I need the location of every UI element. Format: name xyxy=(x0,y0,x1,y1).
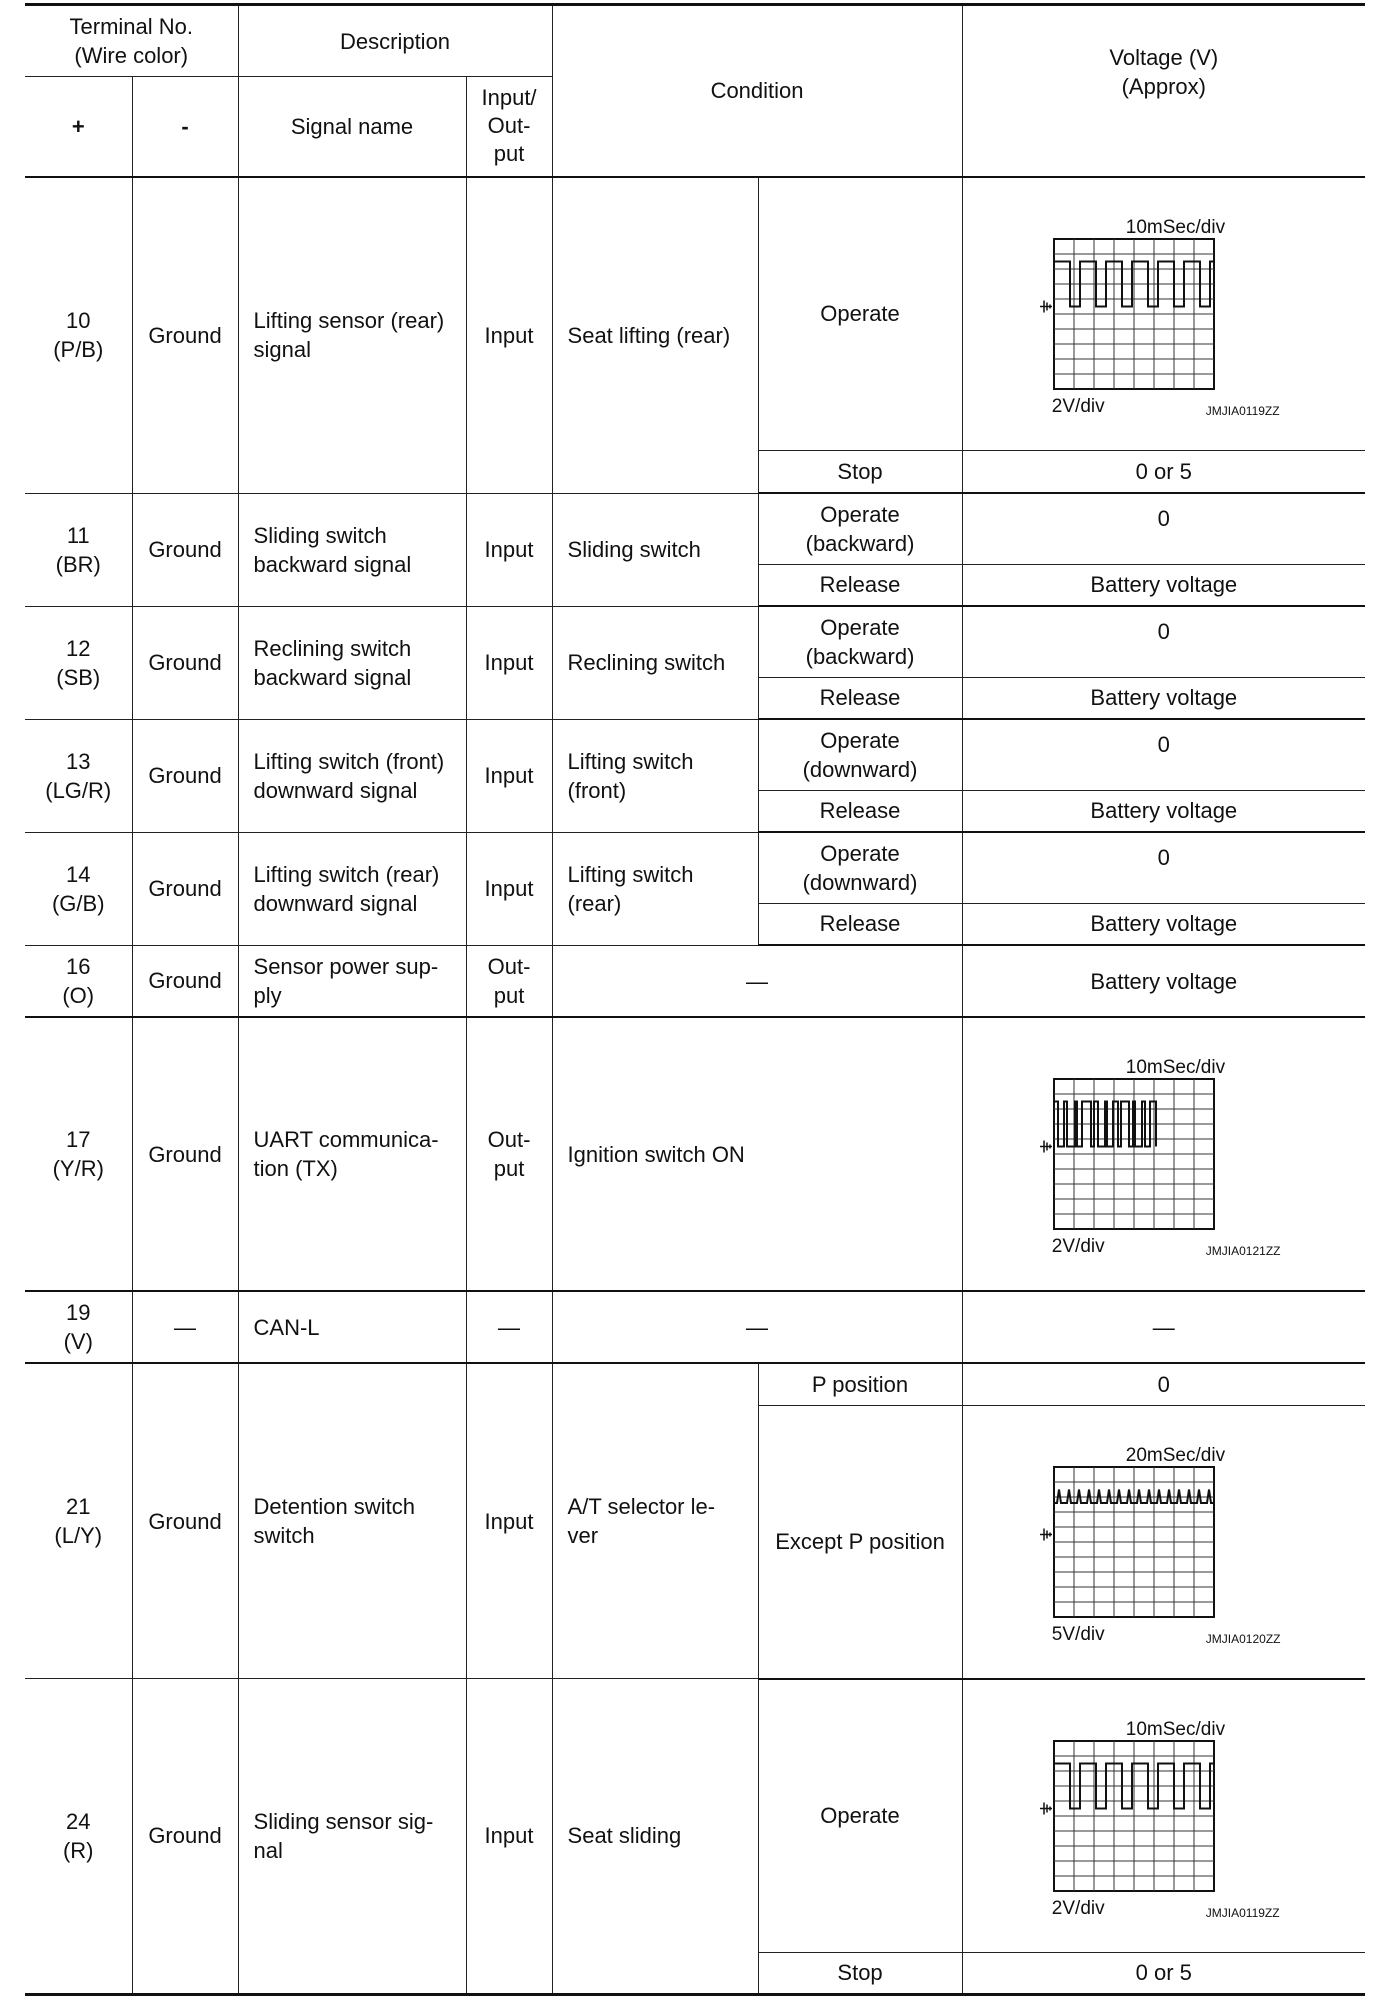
voltage-13-release: Battery voltage xyxy=(962,790,1365,832)
io-21: Input xyxy=(466,1363,552,1679)
state-11-operate: Operate (backward) xyxy=(758,493,962,564)
condition-11: Sliding switch xyxy=(552,493,758,606)
voltage-24-stop: 0 or 5 xyxy=(962,1952,1365,1994)
voltage-13-operate: 0 xyxy=(962,719,1365,790)
io-24: Input xyxy=(466,1679,552,1995)
signal-17: UART communica- tion (TX) xyxy=(238,1017,466,1291)
scope-time-label: 10mSec/div xyxy=(1125,216,1226,238)
terminal-21: 21 (L/Y) xyxy=(25,1363,132,1679)
voltage-11-operate: 0 xyxy=(962,493,1365,564)
voltage-10-operate xyxy=(962,177,1365,451)
header-description: Description xyxy=(238,5,552,77)
ground-icon xyxy=(1040,1141,1052,1153)
ground-10: Ground xyxy=(132,177,238,494)
state-21-except: Except P position xyxy=(758,1405,962,1679)
signal-12: Reclining switch backward signal xyxy=(238,606,466,719)
scope-code-label: JMJIA0120ZZ xyxy=(1205,1631,1281,1646)
state-21-p: P position xyxy=(758,1363,962,1405)
condition-24: Seat sliding xyxy=(552,1679,758,1995)
ground-icon xyxy=(1040,1528,1052,1540)
voltage-12-operate: 0 xyxy=(962,606,1365,677)
signal-16: Sensor power sup- ply xyxy=(238,945,466,1017)
ground-16: Ground xyxy=(132,945,238,1017)
terminal-24: 24 (R) xyxy=(25,1679,132,1995)
signal-14: Lifting switch (rear) downward signal xyxy=(238,832,466,945)
signal-13: Lifting switch (front) downward signal xyxy=(238,719,466,832)
voltage-17 xyxy=(962,1017,1365,1291)
terminal-spec-table xyxy=(25,3,1365,1996)
io-19: — xyxy=(466,1291,552,1363)
scope-time-label: 10mSec/div xyxy=(1125,1718,1226,1740)
scope-time-label: 20mSec/div xyxy=(1125,1444,1226,1466)
state-12-release: Release xyxy=(758,677,962,719)
header-terminal-no: Terminal No. (Wire color) xyxy=(25,5,238,77)
voltage-19: — xyxy=(962,1291,1365,1363)
condition-14: Lifting switch (rear) xyxy=(552,832,758,945)
terminal-13: 13 (LG/R) xyxy=(25,719,132,832)
condition-17: Ignition switch ON xyxy=(552,1017,962,1291)
scope-volt-label: 2V/div xyxy=(1051,1236,1105,1257)
voltage-12-release: Battery voltage xyxy=(962,677,1365,719)
condition-19: — xyxy=(552,1291,962,1363)
header-plus: + xyxy=(25,77,132,177)
io-13: Input xyxy=(466,719,552,832)
ground-13: Ground xyxy=(132,719,238,832)
ground-icon xyxy=(1040,300,1052,312)
signal-21: Detention switch switch xyxy=(238,1363,466,1679)
io-17: Out- put xyxy=(466,1017,552,1291)
scope-volt-label: 2V/div xyxy=(1051,395,1105,417)
ground-17: Ground xyxy=(132,1017,238,1291)
state-11-release: Release xyxy=(758,564,962,606)
signal-11: Sliding switch backward signal xyxy=(238,493,466,606)
scope-code-label: JMJIA0119ZZ xyxy=(1205,1905,1280,1920)
signal-24: Sliding sensor sig- nal xyxy=(238,1679,466,1995)
oscilloscope-waveform xyxy=(1024,1711,1304,1921)
signal-10: Lifting sensor (rear) signal xyxy=(238,177,466,494)
io-10: Input xyxy=(466,177,552,494)
io-14: Input xyxy=(466,832,552,945)
voltage-21-except xyxy=(962,1405,1365,1679)
ground-14: Ground xyxy=(132,832,238,945)
oscilloscope-waveform xyxy=(1024,1049,1304,1259)
ground-icon xyxy=(1040,1802,1052,1814)
ground-24: Ground xyxy=(132,1679,238,1995)
header-input-output: Input/ Out- put xyxy=(466,77,552,177)
state-14-operate: Operate (downward) xyxy=(758,832,962,903)
oscilloscope-waveform xyxy=(1024,1437,1304,1647)
state-24-stop: Stop xyxy=(758,1952,962,1994)
voltage-14-release: Battery voltage xyxy=(962,903,1365,945)
io-16: Out- put xyxy=(466,945,552,1017)
voltage-11-release: Battery voltage xyxy=(962,564,1365,606)
ground-21: Ground xyxy=(132,1363,238,1679)
io-11: Input xyxy=(466,493,552,606)
condition-12: Reclining switch xyxy=(552,606,758,719)
state-24-operate: Operate xyxy=(758,1679,962,1953)
header-signal-name: Signal name xyxy=(238,77,466,177)
state-12-operate: Operate (backward) xyxy=(758,606,962,677)
voltage-21-p: 0 xyxy=(962,1363,1365,1405)
voltage-14-operate: 0 xyxy=(962,832,1365,903)
voltage-24-operate xyxy=(962,1679,1365,1953)
state-13-operate: Operate (downward) xyxy=(758,719,962,790)
state-14-release: Release xyxy=(758,903,962,945)
terminal-12: 12 (SB) xyxy=(25,606,132,719)
scope-code-label: JMJIA0121ZZ xyxy=(1205,1244,1281,1258)
ground-12: Ground xyxy=(132,606,238,719)
condition-16: — xyxy=(552,945,962,1017)
voltage-16: Battery voltage xyxy=(962,945,1365,1017)
terminal-16: 16 (O) xyxy=(25,945,132,1017)
ground-19: — xyxy=(132,1291,238,1363)
state-10-operate: Operate xyxy=(758,177,962,451)
condition-10: Seat lifting (rear) xyxy=(552,177,758,494)
header-condition: Condition xyxy=(552,5,962,177)
state-13-release: Release xyxy=(758,790,962,832)
scope-volt-label: 2V/div xyxy=(1051,1897,1105,1919)
io-12: Input xyxy=(466,606,552,719)
scope-code-label: JMJIA0119ZZ xyxy=(1205,403,1280,418)
terminal-11: 11 (BR) xyxy=(25,493,132,606)
header-minus: - xyxy=(132,77,238,177)
ground-11: Ground xyxy=(132,493,238,606)
terminal-10: 10 (P/B) xyxy=(25,177,132,494)
oscilloscope-waveform xyxy=(1024,209,1304,419)
condition-13: Lifting switch (front) xyxy=(552,719,758,832)
scope-time-label: 10mSec/div xyxy=(1125,1057,1226,1078)
terminal-19: 19 (V) xyxy=(25,1291,132,1363)
terminal-17: 17 (Y/R) xyxy=(25,1017,132,1291)
voltage-10-stop: 0 or 5 xyxy=(962,450,1365,493)
signal-19: CAN-L xyxy=(238,1291,466,1363)
condition-21: A/T selector le- ver xyxy=(552,1363,758,1679)
scope-volt-label: 5V/div xyxy=(1051,1623,1105,1645)
state-10-stop: Stop xyxy=(758,450,962,493)
terminal-14: 14 (G/B) xyxy=(25,832,132,945)
header-voltage: Voltage (V) (Approx) xyxy=(962,5,1365,177)
